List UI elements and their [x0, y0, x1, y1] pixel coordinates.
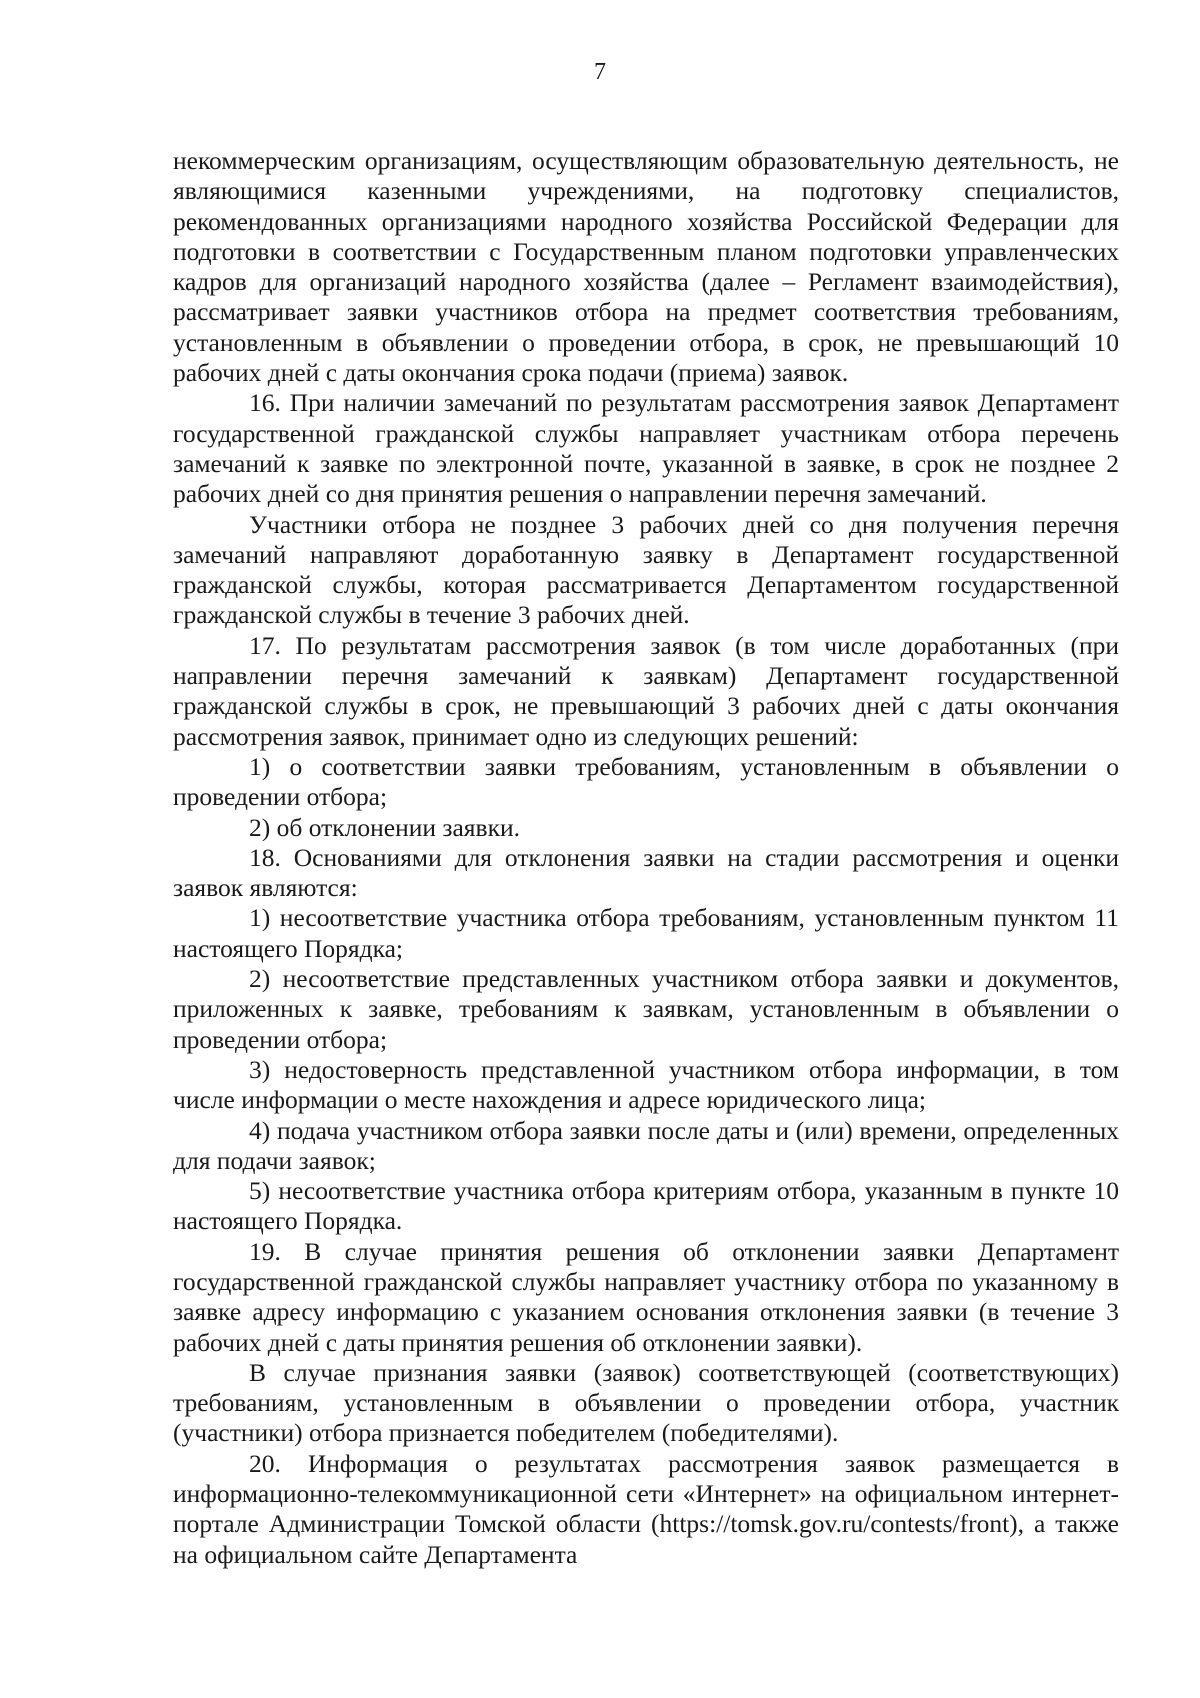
paragraph-7: 18. Основаниями для отклонения заявки на стадии рассмотрения и оценки заявок являются:	[173, 842, 1119, 903]
paragraph-6: 2) об отклонении заявки.	[249, 812, 520, 842]
document-body	[173, 146, 1119, 1570]
paragraph-10: 3) недостоверность представленной участником отбора информации, в том числе информации о месте нахождения и адресе юридического лица;	[173, 1054, 1119, 1115]
paragraph-15: 20. Информация о результатах рассмотрения заявок размещается в информационно-телекоммуникационной сети «Интернет» на официальном интернет-портале Администрации Томской области (https://tomsk.gov.ru/contests/front), а также на официальном сайте Департамента	[173, 1448, 1119, 1569]
paragraph-1: некоммерческим организациям, осуществляющим образовательную деятельность, не являющимися казенными учреждениями, на подготовку специалистов, рекомендованных организациями народного хозяйства Российской Федерации для подготовки в соответствии с Государственным планом подготовки управленческих кадров для организаций народного хозяйства (далее – Регламент взаимодействия), рассматривает заявки участников отбора на предмет соответствия требованиям, установленным в объявлении о проведении отбора, в срок, не превышающий 10 рабочих дней с даты окончания срока подачи (приема) заявок.	[173, 146, 1119, 388]
paragraph-4: 17. По результатам рассмотрения заявок (в том числе доработанных (при направлении перечня замечаний к заявкам) Департамент государственной гражданской службы в срок, не превышающий 3 рабочих дней с даты окончания рассмотрения заявок, принимает одно из следующих решений:	[173, 630, 1119, 751]
paragraph-3: Участники отбора не позднее 3 рабочих дней со дня получения перечня замечаний направляют доработанную заявку в Департамент государственной гражданской службы, которая рассматривается Департаментом государственной гражданской службы в течение 3 рабочих дней.	[173, 509, 1119, 630]
paragraph-2: 16. При наличии замечаний по результатам рассмотрения заявок Департамент государственной гражданской службы направляет участникам отбора перечень замечаний к заявке по электронной почте, указанной в заявке, в срок не позднее 2 рабочих дней со дня принятия решения о направлении перечня замечаний.	[173, 388, 1119, 509]
paragraph-11: 4) подача участником отбора заявки после даты и (или) времени, определенных для подачи заявок;	[173, 1115, 1119, 1175]
paragraph-9: 2) несоответствие представленных участником отбора заявки и документов, приложенных к заявке, требованиям к заявкам, установленным в объявлении о проведении отбора;	[173, 964, 1119, 1054]
paragraph-13: 19. В случае принятия решения об отклонении заявки Департамент государственной гражданской службы направляет участнику отбора по указанному в заявке адресу информацию с указанием основания отклонения заявки (в течение 3 рабочих дней с даты принятия решения об отклонении заявки).	[173, 1236, 1119, 1357]
paragraph-14: В случае признания заявки (заявок) соответствующей (соответствующих) требованиям, установленным в объявлении о проведении отбора, участник (участники) отбора признается победителем (победителями).	[173, 1357, 1119, 1448]
paragraph-8: 1) несоответствие участника отбора требованиям, установленным пунктом 11 настоящего Порядка;	[173, 903, 1119, 963]
paragraph-5: 1) о соответствии заявки требованиям, установленным в объявлении о проведении отбора;	[173, 751, 1119, 812]
paragraph-12: 5) несоответствие участника отбора критериям отбора, указанным в пункте 10 настоящего Порядка.	[173, 1176, 1119, 1236]
page-number: 7	[594, 59, 606, 85]
